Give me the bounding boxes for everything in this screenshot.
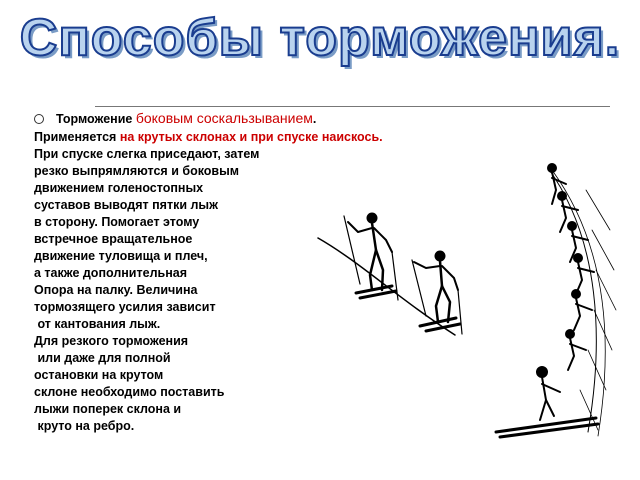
body-line: движением голеностопных — [34, 181, 204, 195]
slope-skiers-illustration — [318, 213, 462, 335]
body-line: а также дополнительная — [34, 266, 187, 280]
body-line: резко выпрямляются и боковым — [34, 164, 240, 178]
body-line: Опора на палку. Величина — [34, 283, 198, 297]
applies-prefix: Применяется — [34, 130, 120, 144]
body-line: встречное вращательное — [34, 232, 193, 246]
bullet-prefix: Торможение — [56, 112, 136, 126]
applies-accent: на крутых склонах и при спуске наискось. — [119, 130, 383, 144]
bullet-accent: боковым соскальзыванием — [135, 110, 313, 126]
body-line: суставов выводят пятки лыж — [34, 198, 218, 212]
body-line: в сторону. Помогает этому — [34, 215, 200, 229]
body-line: остановки на крутом — [34, 368, 164, 382]
bullet-suffix: . — [312, 112, 317, 126]
body-line: Для резкого торможения — [34, 334, 189, 348]
slide-title: Способы торможения. — [19, 9, 621, 67]
body-line: склоне необходимо поставить — [34, 385, 225, 399]
body-line: тормозящего усилия зависит — [34, 300, 216, 314]
body-line: движение туловища и плеч, — [34, 249, 208, 263]
sideslip-sequence-illustration — [496, 164, 616, 437]
body-line: лыжи поперек склона и — [34, 402, 182, 416]
body-line: При спуске слегка приседают, затем — [34, 147, 260, 161]
body-line: круто на ребро. — [34, 419, 135, 433]
body-line: или даже для полной — [34, 351, 171, 365]
body-line: от кантования лыж. — [34, 317, 161, 331]
